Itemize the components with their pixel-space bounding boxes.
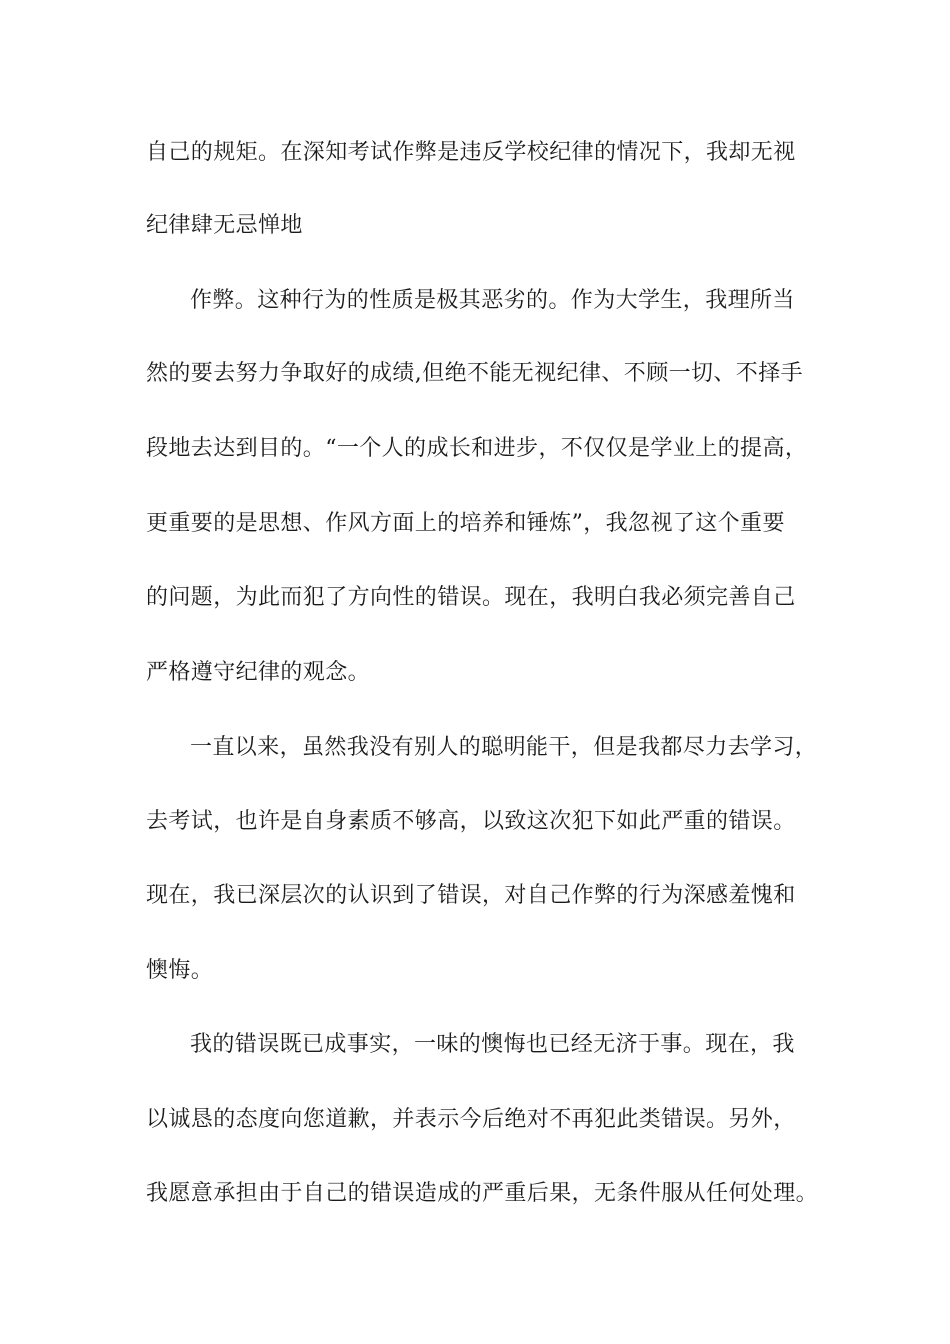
text-line: 自己的规矩。在深知考试作弊是违反学校纪律的情况下，我却无视 [146, 140, 796, 165]
text-line: 我愿意承担由于自己的错误造成的严重后果，无条件服从任何处理。 [146, 1181, 819, 1206]
text-line: 严格遵守纪律的观念。 [146, 660, 371, 685]
text-line: 以诚恳的态度向您道歉，并表示今后绝对不再犯此类错误。另外， [146, 1107, 796, 1132]
paragraph-first-line: 我的错误既已成事实，一味的懊悔也已经无济于事。现在，我 [190, 1032, 795, 1057]
text-line: 去考试，也许是自身素质不够高，以致这次犯下如此严重的错误。 [146, 809, 796, 834]
text-line: 懊悔。 [146, 958, 214, 983]
paragraph-first-line: 一直以来，虽然我没有别人的聪明能干，但是我都尽力去学习， [190, 735, 818, 760]
text-line: 更重要的是思想、作风方面上的培养和锤炼”，我忽视了这个重要 [146, 511, 785, 536]
text-line: 然的要去努力争取好的成绩,但绝不能无视纪律、不顾一切、不择手 [146, 361, 803, 386]
text-line: 现在，我已深层次的认识到了错误，对自己作弊的行为深感羞愧和 [146, 883, 796, 908]
text-line: 纪律肆无忌惮地 [146, 213, 303, 238]
text-line: 段地去达到目的。“一个人的成长和进步，不仅仅是学业上的提高， [146, 436, 808, 461]
paragraph-first-line: 作弊。这种行为的性质是极其恶劣的。作为大学生，我理所当 [190, 288, 795, 313]
text-line: 的问题，为此而犯了方向性的错误。现在，我明白我必须完善自己 [146, 585, 796, 610]
